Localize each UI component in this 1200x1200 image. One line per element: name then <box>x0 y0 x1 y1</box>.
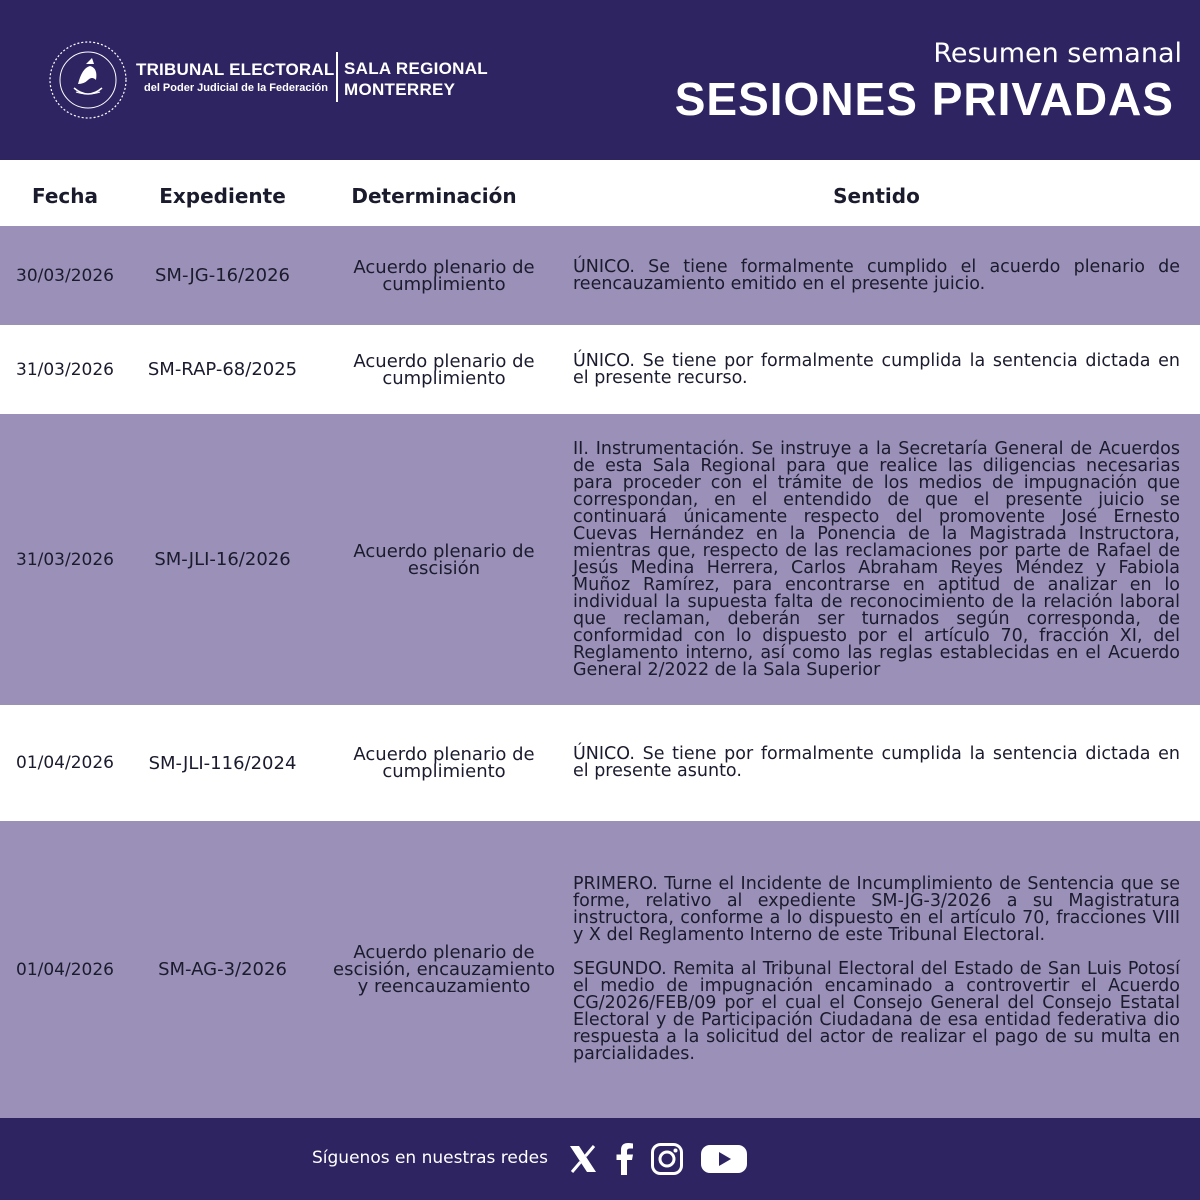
cell-fecha: 31/03/2026 <box>16 549 114 570</box>
logo-divider <box>336 52 338 102</box>
youtube-icon[interactable] <box>699 1142 749 1176</box>
footer-banner <box>0 1118 1200 1200</box>
facebook-icon[interactable] <box>608 1142 642 1176</box>
sentido-paragraph: ÚNICO. Se tiene formalmente cumplido el acuerdo plenario de reencauzamiento emitido en el presente juicio. <box>573 256 1180 294</box>
cell-determinacion: Acuerdo plenario de cumplimiento <box>353 350 535 389</box>
sentido-paragraph: ÚNICO. Se tiene por formalmente cumplida la sentencia dictada en el presente asunto. <box>573 744 1180 781</box>
cell-fecha: 01/04/2026 <box>16 753 114 773</box>
org-subname: del Poder Judicial de la Federación <box>143 82 328 94</box>
sentido-paragraph: SEGUNDO. Remita al Tribunal Electoral del Estado de San Luis Potosí el medio de impugnación encaminado a controvertir el Acuerdo CG/2026/FEB/09 por el cual el Consejo General del Consejo Estatal Electoral y de Participación Ciudadana de esa entidad federativa dio respuesta a la solicitud del actor de realizar el pago de su multa en parcialidades. <box>573 959 1180 1064</box>
table-row <box>0 414 1200 705</box>
sala-line1: SALA REGIONAL <box>344 59 488 78</box>
follow-text: Síguenos en nuestras redes <box>312 1148 548 1168</box>
cell-expediente: SM-AG-3/2026 <box>158 959 287 980</box>
org-logo-text <box>136 60 335 94</box>
cell-sentido <box>573 226 1180 325</box>
cell-determinacion: Acuerdo plenario de escisión, encauzamiento y reencauzamiento <box>333 942 555 997</box>
table-row <box>0 705 1200 821</box>
instagram-icon[interactable] <box>650 1142 684 1176</box>
cell-sentido <box>573 705 1180 821</box>
page-title: SESIONES PRIVADAS <box>674 73 1174 125</box>
sentido-paragraph: ÚNICO. Se tiene por formalmente cumplida la sentencia dictada en el presente recurso. <box>573 350 1180 388</box>
column-header-expediente: Expediente <box>159 184 286 208</box>
sentido-paragraph: II. Instrumentación. Se instruye a la Secretaría General de Acuerdos de esta Sala Regional para que realice las diligencias necesarias para proceder con el trámite de los medios de impugnación que correspondan, en el entendido de que el presente juicio se continuará únicamente respecto del promovente José Ernesto Cuevas Hernández en la Ponencia de la Magistrada Instructora, mientras que, respecto de las reclamaciones por parte de Rafael de Jesús Medina Herrera, Carlos Abraham Reyes Méndez y Fabiola Muñoz Ramírez, para encontrarse en aptitud de analizar en lo individual la supuesta falta de reconocimiento de la relación laboral que reclaman, deberán ser turnados según corresponda, de conformidad con lo dispuesto por el artículo 70, fracción XI, del Reglamento interno, así como las reglas establecidas en el Acuerdo General 2/2022 de la Sala Superior <box>573 438 1180 680</box>
header-banner <box>0 0 1200 160</box>
header-subtitle: Resumen semanal <box>933 38 1182 69</box>
cell-sentido <box>573 325 1180 414</box>
cell-expediente: SM-JG-16/2026 <box>155 265 290 286</box>
column-header-sentido: Sentido <box>833 184 920 208</box>
cell-sentido <box>573 821 1180 1118</box>
table-row <box>0 325 1200 414</box>
table-row <box>0 821 1200 1118</box>
org-name: TRIBUNAL ELECTORAL <box>136 60 335 79</box>
table-row <box>0 226 1200 325</box>
cell-expediente: SM-JLI-116/2024 <box>148 752 297 774</box>
cell-determinacion: Acuerdo plenario de escisión <box>353 540 535 579</box>
coat-of-arms-seal-icon <box>48 40 128 120</box>
cell-determinacion: Acuerdo plenario de cumplimiento <box>353 256 535 295</box>
column-header-determinacion: Determinación <box>351 184 517 208</box>
sala-name <box>344 58 488 100</box>
x-icon[interactable] <box>566 1142 600 1176</box>
cell-expediente: SM-RAP-68/2025 <box>147 359 298 380</box>
sentido-paragraph: PRIMERO. Turne el Incidente de Incumplimiento de Sentencia que se forme, relativo al expediente SM-JG-3/2026 a su Magistratura instructora, conforme a lo dispuesto en el artículo 70, fracciones VIII y X del Reglamento Interno de este Tribunal Electoral. <box>573 874 1180 945</box>
cell-sentido <box>573 414 1180 705</box>
cell-fecha: 30/03/2026 <box>16 265 114 286</box>
cell-expediente: SM-JLI-16/2026 <box>154 549 291 570</box>
cell-determinacion: Acuerdo plenario de cumplimiento <box>353 744 535 782</box>
cell-fecha: 31/03/2026 <box>16 359 114 380</box>
sala-line2: MONTERREY <box>344 80 456 99</box>
cell-fecha: 01/04/2026 <box>16 959 114 980</box>
column-header-fecha: Fecha <box>31 184 98 208</box>
